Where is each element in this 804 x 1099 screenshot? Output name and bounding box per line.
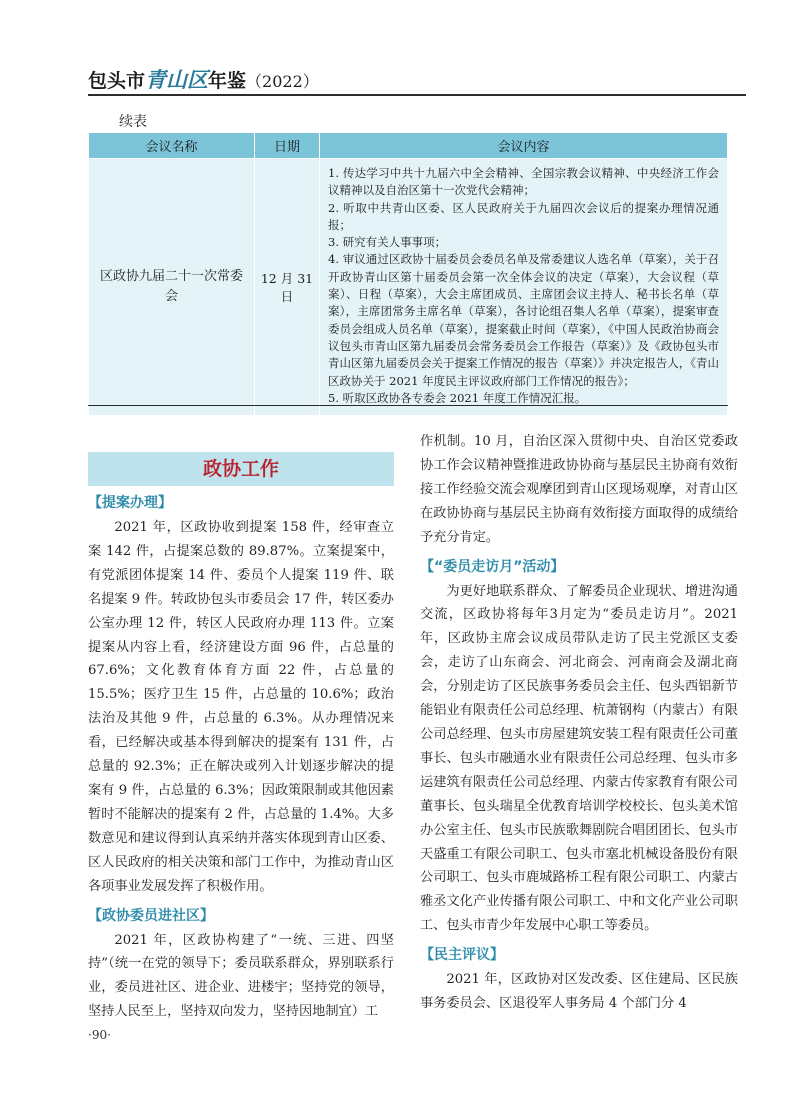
- header-prefix: 包头市: [88, 70, 146, 92]
- subhead-proposals: 【提案办理】: [88, 495, 172, 511]
- meeting-date-cell: 12 月 31 日: [255, 159, 320, 416]
- header-district-name: 青山区: [145, 67, 209, 92]
- col-header-name: 会议名称: [89, 133, 255, 159]
- meeting-content-cell: [320, 159, 728, 416]
- paragraph-visit-month: 为更好地联系群众、了解委员企业现状、增进沟通交流，区政协将每年3月定为“委员走访月”。2021年，区政协主席会议成员带队走访了民主党派区支委会，走访了山东商会、河北商会、河南商会及湖北商会，分别走访了区民族事务委员会主任、包头西铝新节能铝业有限责任公司总经理、杭萧钢构（内蒙古）有限公司总经理、包头市房屋建筑安装工程有限责任公司董事长、包头市融通水业有限责任公司总经理、包头市多运建筑有限责任公司总经理、内蒙古传家教育有限公司董事长、包头瑞星全优教育培训学校校长、包头美术馆办公室主任、包头市民族歌舞剧院合唱团团长、包头市天盛重工有限公司职工、包头市塞北机械设备股份有限公司职工、包头市鹿城路桥工程有限公司职工、内蒙古雅丞文化产业传播有限公司职工、中和文化产业公司职工、包头市青少年发展中心职工等委员。: [420, 583, 738, 934]
- right-column: [420, 430, 738, 1016]
- paragraph-continued: 作机制。10 月，自治区深入贯彻中央、自治区党委政协工作会议精神暨推进政协协商与基层民主协商有效衔接工作经验交流会观摩团到青山区现场观摩，对青山区在政协协商与基层民主协商有效衔接方面取得的成绩给予充分肯定。: [420, 434, 738, 545]
- header-suffix: 年鉴: [208, 70, 247, 92]
- content-item: 2. 听取中共青山区委、区人民政府关于九届四次会议后的提案办理情况通报；: [328, 200, 719, 232]
- col-header-date: 日期: [255, 133, 320, 159]
- running-header: [0, 60, 804, 94]
- subhead-community: 【政协委员进社区】: [88, 907, 214, 924]
- continuation-label: 续表: [119, 114, 147, 130]
- page-number: ·90·: [88, 1028, 111, 1042]
- col-header-content: 会议内容: [320, 133, 728, 159]
- meeting-table: [88, 132, 728, 416]
- paragraph-community: 2021 年，区政协构建了“一统、三进、四坚持”（统一在党的领导下；委员联系群众，界别联系行业，委员进社区、进企业、进楼宇；坚持党的领导，坚持人民至上，坚持双向发力，坚持因地制宜）工: [88, 932, 394, 1020]
- content-item: 4. 审议通过区政协十届委员会委员名单及常委建议人选名单（草案），关于召开政协青山区第十届委员会第一次全体会议的决定（草案），大会议程（草案）、日程（草案），大会主席团成员、主席团会议主持人、秘书长名单（草案），主席团常务主席名单（草案），各讨论组召集人名单（草案），提案审查委员会组成人员名单（草案），提案截止时间（草案），《中国人民政治协商会议包头市青山区第九届委员会常务委员会工作报告（草案）》及《政协包头市青山区第九届委员会关于提案工作情况的报告（草案）》并决定报告人，《青山区政协关于 2021 年度民主评议政府部门工作情况的报告》；: [328, 252, 719, 388]
- paragraph-evaluation: 2021 年，区政协对区发改委、区住建局、区民族事务委员会、区退役军人事务局 4 个部门分 4: [420, 972, 738, 1012]
- subhead-visit-month: 【“委员走访月”活动】: [420, 558, 565, 575]
- table-bottom-rule: [88, 405, 728, 406]
- section-title: 政协工作: [88, 452, 394, 486]
- table-header-row: [89, 133, 728, 159]
- table-row: [89, 159, 728, 416]
- content-item: 5. 听取区政协各专委会 2021 年度工作情况汇报。: [328, 390, 587, 405]
- content-item: 3. 研究有关人事事项；: [328, 235, 447, 250]
- header-rule: [88, 94, 746, 96]
- content-item: 1. 传达学习中共十九届六中全会精神、全国宗教会议精神、中央经济工作会议精神以及自治区第十一次党代会精神；: [328, 166, 719, 198]
- header-year: （2022）: [246, 72, 319, 91]
- paragraph-proposals: 2021 年，区政协收到提案 158 件，经审查立案 142 件，占提案总数的 89.87%。立案提案中，有党派团体提案 14 件、委员个人提案 119 件、联名提案 9 件。转政协包头市委员会 17 件，转区委办公室办理 12 件，转区人民政府办理 113 件。立案提案从内容上看，经济建设方面 96 件，占总量的 67.6%；文化教育体育方面 22 件，占总量的 15.5%；医疗卫生 15 件，占总量的 10.6%；政治法治及其他 9 件，占总量的 6.3%。从办理情况来看，已经解决或基本得到解决的提案有 131 件，占总量的 92.3%；正在解决或列入计划逐步解决的提案有 9 件，占总量的 6.3%；因政策限制或其他因素暂时不能解决的提案有 2 件，占总量的 1.4%。大多数意见和建议得到认真采纳并落实体现到青山区委、区人民政府的相关决策和部门工作中，为推动青山区各项事业发展发挥了积极作用。: [88, 520, 394, 894]
- header-title: [88, 64, 319, 94]
- meeting-name-cell: 区政协九届二十一次常委会: [89, 159, 255, 416]
- left-column: [88, 430, 394, 1024]
- subhead-evaluation: 【民主评议】: [420, 947, 504, 964]
